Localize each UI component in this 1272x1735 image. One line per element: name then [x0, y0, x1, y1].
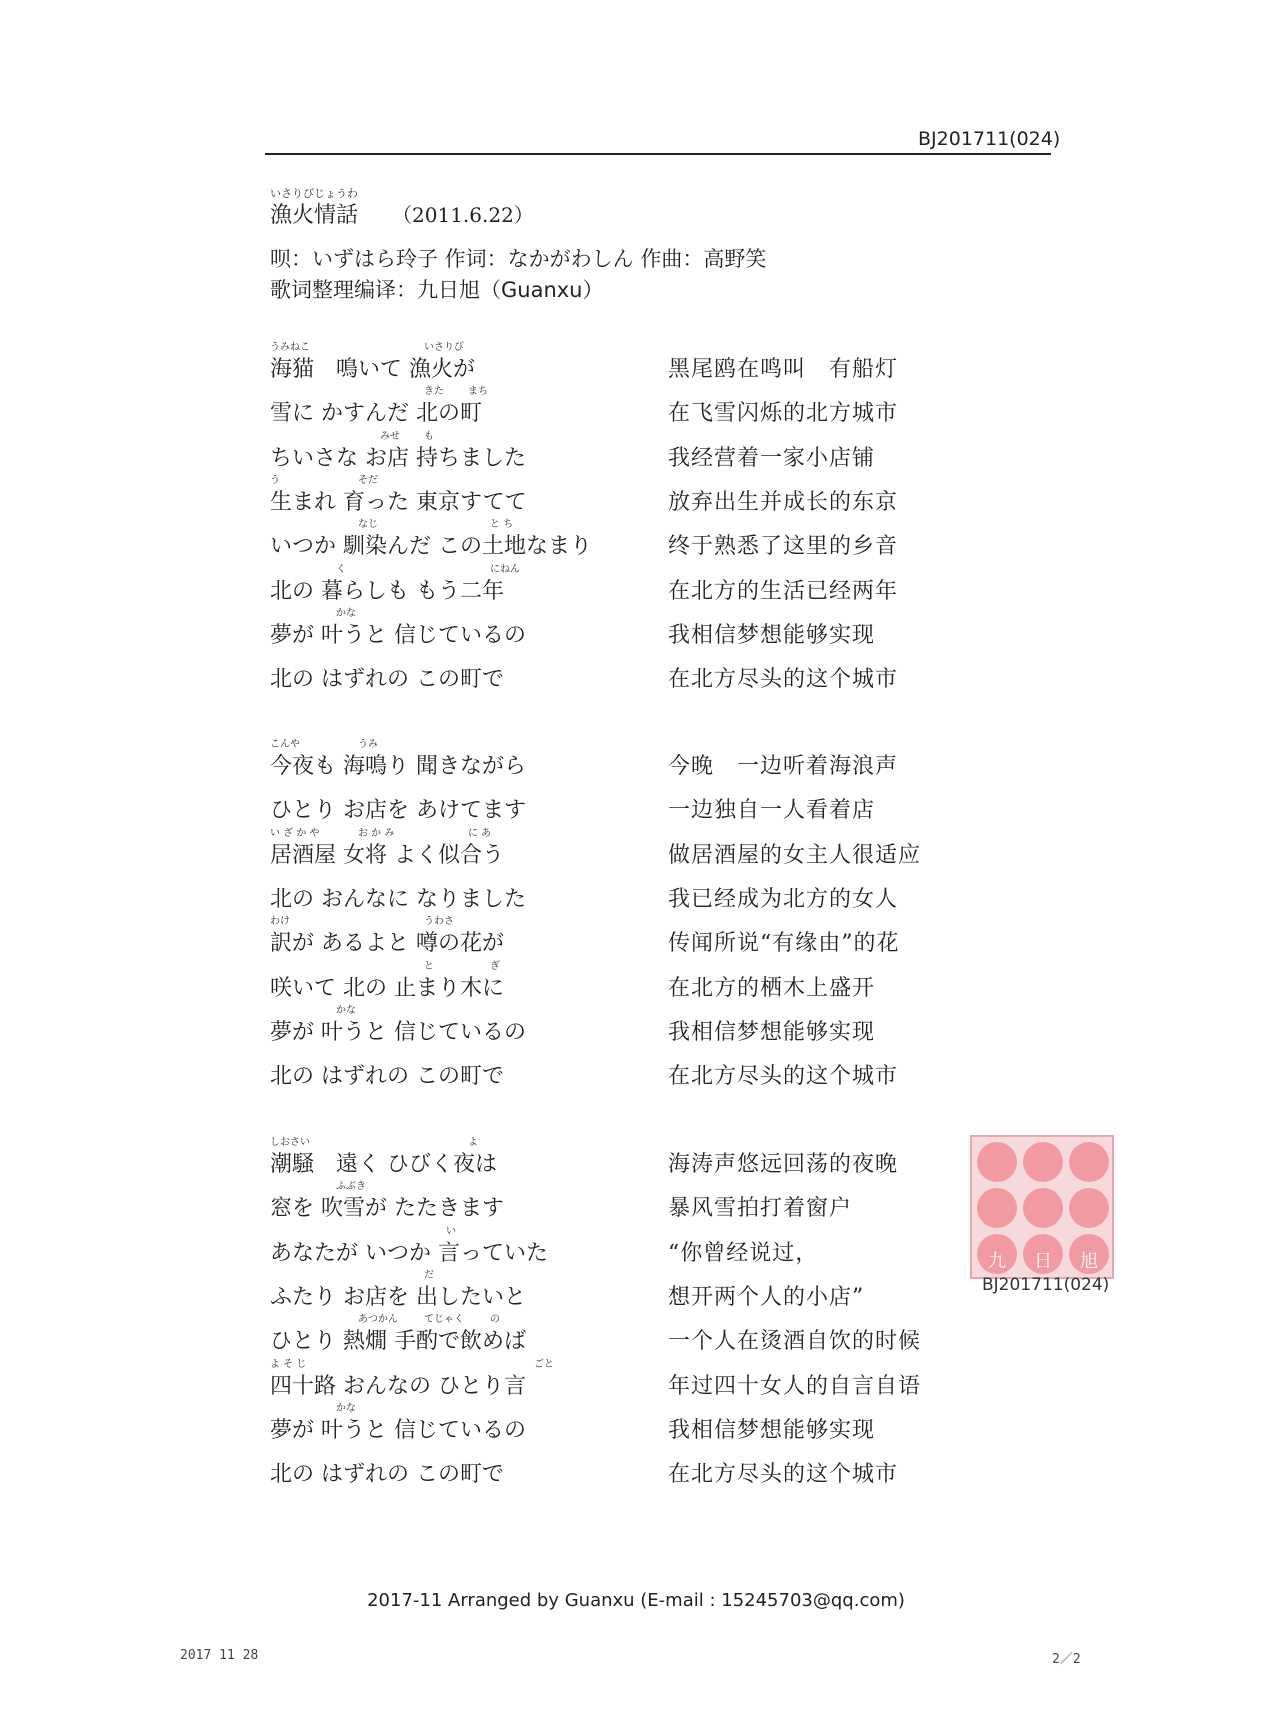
- header-rule: [265, 153, 1051, 155]
- furigana: だ: [424, 1269, 434, 1281]
- furigana: ぎ: [490, 960, 500, 972]
- furigana: まち: [468, 386, 488, 398]
- furigana: うみねこ: [270, 342, 310, 353]
- lyric-line-cn: 今晚 一边听着海浪声: [668, 754, 899, 779]
- seal-dot: [1069, 1142, 1109, 1182]
- lyric-line-cn: 在北方尽头的这个城市: [668, 1462, 899, 1488]
- lyric-line-jp: 北の はずれの この町で: [270, 667, 504, 693]
- furigana: の: [490, 1314, 500, 1326]
- lyric-line-cn: 在北方的生活已经两年: [668, 578, 899, 604]
- furigana: と: [424, 960, 434, 972]
- furigana: く: [336, 563, 346, 575]
- lyric-line-cn: 一个人在烫酒自饮的时候: [668, 1329, 922, 1355]
- lyric-line-jp: 北の はずれの この町で: [270, 1462, 504, 1488]
- furigana: みせ: [380, 430, 400, 442]
- furigana: しおさい: [270, 1137, 310, 1148]
- print-date: 2017 11 28: [180, 1648, 259, 1663]
- lyric-line-jp: ふたり お店を 出したいと: [270, 1284, 526, 1310]
- furigana: も: [424, 430, 434, 442]
- furigana: お か み: [358, 827, 395, 839]
- lyric-line-jp: 北の 暮らしも もう二年: [270, 578, 504, 604]
- furigana: うわさ: [424, 916, 454, 928]
- lyric-line-jp: 夢が 叶うと 信じているの: [270, 1417, 526, 1443]
- furigana: こんや: [270, 739, 300, 750]
- song-title-line: [270, 200, 534, 231]
- lyric-line-jp: 潮騒 遠く ひびく夜は: [270, 1152, 497, 1177]
- lyric-line-jp: 居酒屋 女将 よく似合う: [270, 842, 504, 868]
- furigana: かな: [336, 1004, 356, 1016]
- lyric-line-cn: 年过四十女人的自言自语: [668, 1373, 922, 1399]
- furigana: うみ: [358, 739, 378, 750]
- lyric-line-cn: 一边独自一人看着店: [668, 798, 876, 824]
- furigana: てじゃく: [424, 1314, 464, 1326]
- lyric-line-cn: 在飞雪闪烁的北方城市: [668, 401, 899, 427]
- song-date: （2011.6.22）: [392, 203, 534, 227]
- furigana: ごと: [534, 1358, 554, 1370]
- furigana: い ざ か や: [270, 827, 320, 839]
- song-title: 漁火情話: [270, 203, 359, 228]
- lyric-line-cn: 做居酒屋的女主人很适应: [668, 842, 922, 868]
- seal-character: 九: [988, 1251, 1006, 1272]
- lyric-line-cn: 我相信梦想能够实现: [668, 622, 876, 648]
- furigana: と ち: [490, 519, 514, 531]
- lyric-line-cn: 黑尾鸥在鸣叫 有船灯: [668, 357, 899, 382]
- lyric-line-jp: 海猫 鳴いて 漁火が: [270, 357, 475, 382]
- seal-character: 日: [1034, 1251, 1052, 1272]
- lyric-line-jp: 夢が 叶うと 信じているの: [270, 1019, 526, 1045]
- lyric-line-cn: 我相信梦想能够实现: [668, 1019, 876, 1045]
- furigana: あつかん: [358, 1314, 398, 1326]
- furigana: ふぶき: [336, 1181, 366, 1193]
- seal-character: 旭: [1080, 1251, 1098, 1272]
- lyric-line-jp: 北の おんなに なりました: [270, 886, 526, 912]
- furigana: よ そ じ: [270, 1358, 307, 1370]
- song-credits: 呗：いずはら玲子 作词：なかがわしん 作曲：高野笑: [270, 247, 767, 271]
- lyric-line-cn: 暴风雪拍打着窗户: [668, 1196, 853, 1222]
- furigana: い: [446, 1225, 456, 1237]
- furigana: わけ: [270, 916, 290, 928]
- lyric-line-jp: ひとり お店を あけてます: [270, 798, 526, 824]
- lyric-line-cn: 我相信梦想能够实现: [668, 1417, 876, 1443]
- seal-dot: [1023, 1188, 1063, 1228]
- title-block: [270, 188, 534, 231]
- lyric-line-cn: 终于熟悉了这里的乡音: [668, 534, 899, 560]
- title-furigana: いさりびじょうわ: [270, 187, 358, 200]
- furigana: かな: [336, 1402, 356, 1414]
- page-number: 2／2: [1052, 1652, 1081, 1667]
- lyric-line-jp: あなたが いつか 言っていた: [270, 1240, 548, 1266]
- lyric-line-jp: 訳が あるよと 噂の花が: [270, 931, 504, 957]
- lyric-line-cn: 我已经成为北方的女人: [668, 886, 899, 912]
- name-seal-stamp: [970, 1135, 1114, 1279]
- furigana: に あ: [468, 827, 492, 839]
- lyric-line-jp: 咲いて 北の 止まり木に: [270, 975, 504, 1001]
- furigana: きた: [424, 386, 444, 398]
- furigana: かな: [336, 607, 356, 619]
- furigana: なじ: [358, 519, 378, 531]
- lyric-line-cn: 在北方尽头的这个城市: [668, 667, 899, 693]
- lyric-line-jp: 四十路 おんなの ひとり言: [270, 1373, 526, 1399]
- furigana: そだ: [358, 474, 378, 486]
- lyric-line-cn: 放弃出生并成长的东京: [668, 489, 899, 515]
- furigana: う: [270, 474, 280, 486]
- furigana: よ: [468, 1137, 478, 1148]
- lyrics-editor: 歌词整理编译：九日旭（Guanxu）: [270, 278, 604, 302]
- furigana: にねん: [490, 563, 520, 575]
- lyric-line-jp: いつか 馴染んだ この土地なまり: [270, 534, 592, 560]
- document-code: BJ201711(024): [918, 128, 1061, 150]
- seal-code: BJ201711(024): [982, 1275, 1110, 1295]
- lyric-line-cn: 海涛声悠远回荡的夜晚: [668, 1152, 899, 1177]
- seal-dot: [977, 1188, 1017, 1228]
- lyric-line-jp: 今夜も 海鳴り 聞きながら: [270, 754, 526, 779]
- lyric-line-cn: “你曾经说过，: [668, 1240, 819, 1266]
- lyric-line-jp: ひとり 熱燗 手酌で飲めば: [270, 1329, 526, 1355]
- lyric-line-cn: 我经营着一家小店铺: [668, 445, 876, 471]
- seal-dot: [1069, 1188, 1109, 1228]
- lyric-line-jp: 生まれ 育った 東京すてて: [270, 489, 527, 515]
- seal-dot: [977, 1142, 1017, 1182]
- footer-credit: 2017-11 Arranged by Guanxu (E-mail : 15245703@qq.com): [367, 1590, 905, 1611]
- lyric-line-jp: 夢が 叶うと 信じているの: [270, 622, 526, 648]
- lyric-line-cn: 想开两个人的小店”: [668, 1284, 865, 1310]
- lyric-line-jp: 窓を 吹雪が たたきます: [270, 1196, 504, 1222]
- lyric-line-jp: 雪に かすんだ 北の町: [270, 401, 482, 427]
- seal-dot: [1023, 1142, 1063, 1182]
- lyric-line-cn: 传闻所说“有缘由”的花: [668, 931, 900, 957]
- lyric-line-cn: 在北方尽头的这个城市: [668, 1064, 899, 1090]
- furigana: いさりび: [424, 342, 464, 353]
- lyric-line-jp: ちいさな お店 持ちました: [270, 445, 526, 471]
- lyric-line-cn: 在北方的栖木上盛开: [668, 975, 876, 1001]
- lyric-line-jp: 北の はずれの この町で: [270, 1064, 504, 1090]
